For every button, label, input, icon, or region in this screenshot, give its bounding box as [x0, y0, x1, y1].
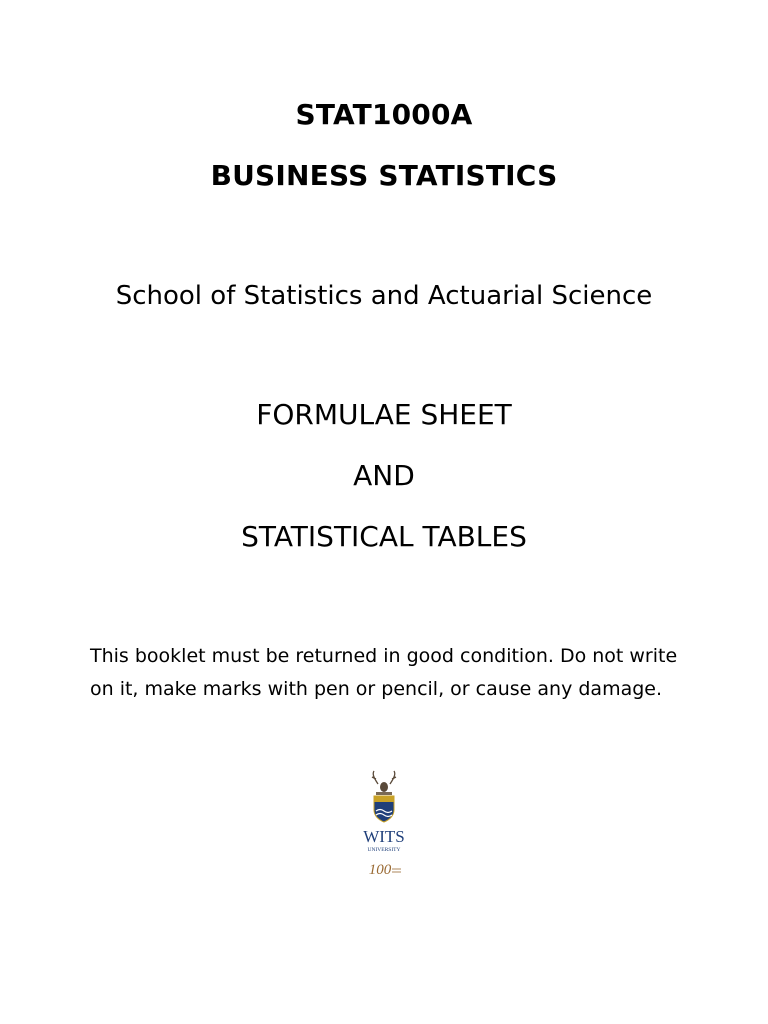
sheet-title-line-1: FORMULAE SHEET: [256, 398, 512, 431]
return-notice-line-2: on it, make marks with pen or pencil, or cause any damage.: [90, 678, 663, 700]
logo-subtitle: UNIVERSITY: [367, 847, 401, 853]
course-name: BUSINESS STATISTICS: [210, 159, 558, 192]
logo-centenary: 100: [368, 862, 392, 878]
return-notice: [90, 640, 700, 706]
sheet-title-line-2: AND: [353, 459, 415, 492]
sheet-title-line-3: STATISTICAL TABLES: [241, 520, 527, 553]
wits-university-logo: [352, 770, 416, 882]
course-code: STAT1000A: [295, 98, 473, 131]
logo-wordmark: WITS: [363, 827, 405, 846]
school-name: School of Statistics and Actuarial Science: [115, 281, 653, 311]
wits-crest-icon: [352, 770, 416, 882]
return-notice-line-1: This booklet must be returned in good condition. Do not write: [90, 645, 678, 667]
